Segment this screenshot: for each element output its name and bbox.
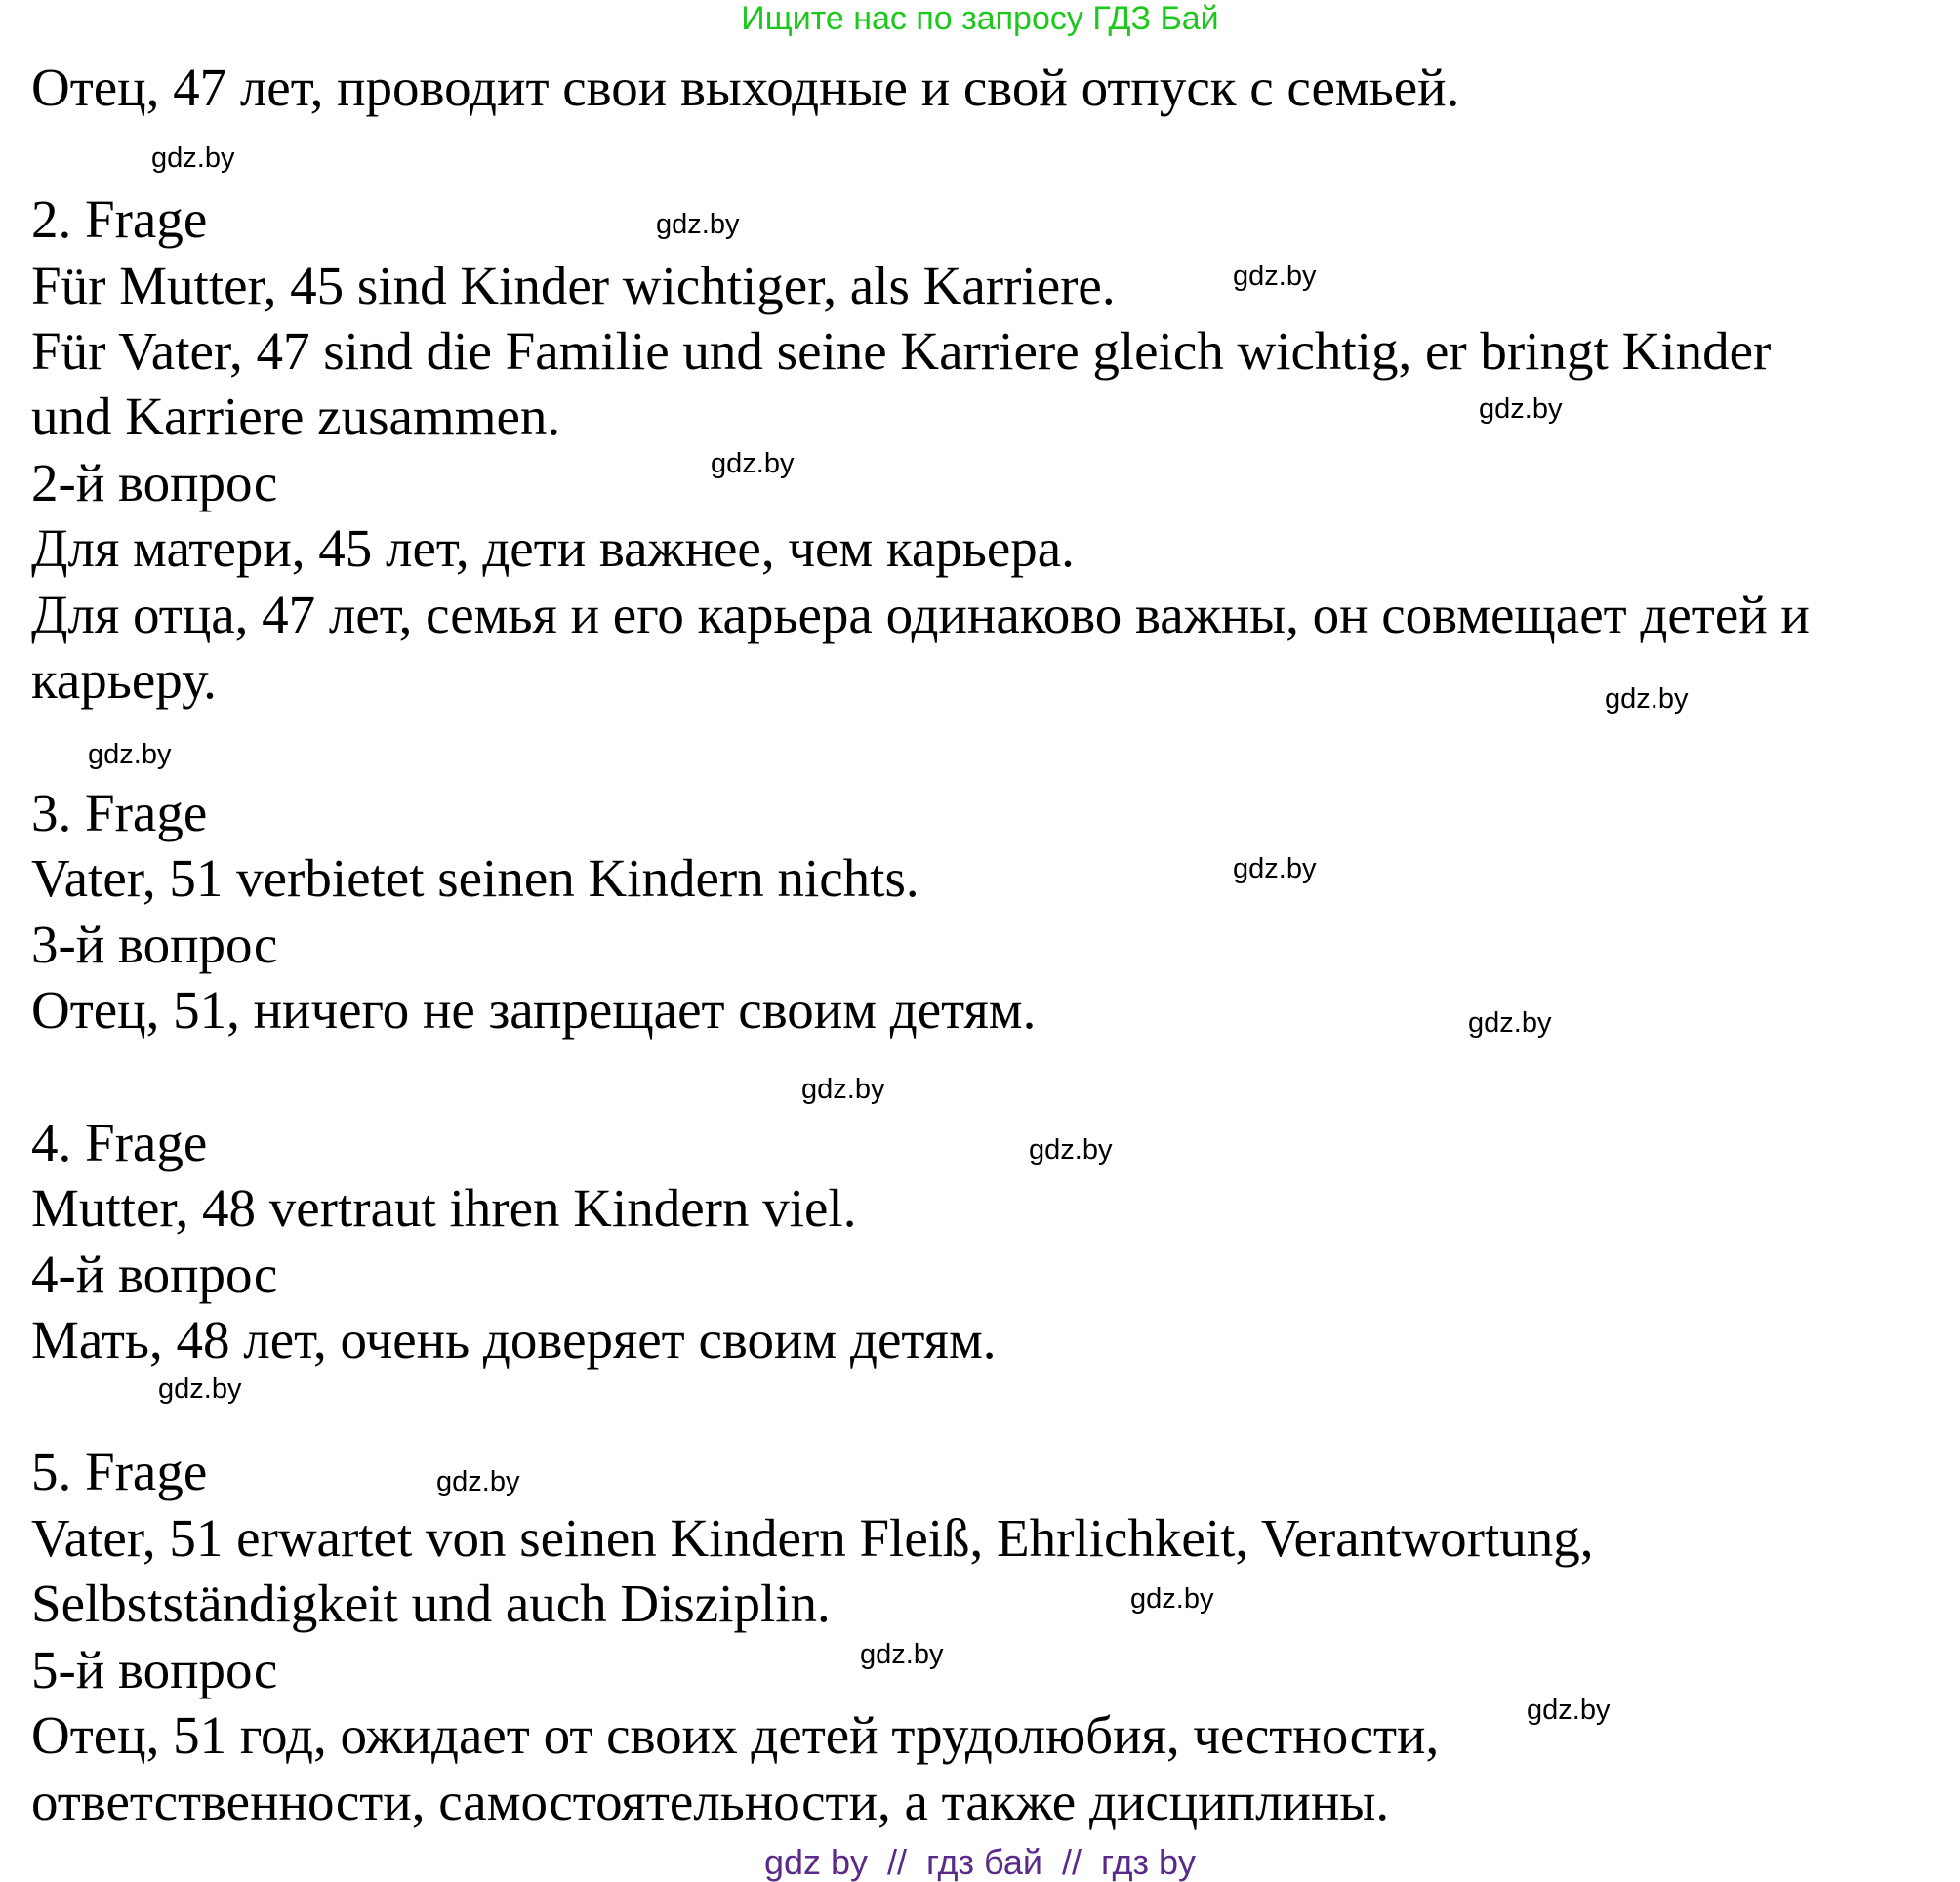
text-line: карьеру. — [31, 650, 217, 710]
text-line: Мать, 48 лет, очень доверяет своим детям. — [31, 1310, 997, 1370]
text-line: Для отца, 47 лет, семья и его карьера одинаково важны, он совмещает детей и — [31, 585, 1810, 644]
text-line: und Karriere zusammen. — [31, 387, 561, 446]
question-heading: 4. Frage — [31, 1113, 208, 1172]
footer-text: gdz by // гдз бай // гдз by — [763, 1842, 1197, 1882]
watermark: gdz.by — [711, 448, 795, 479]
question-heading: 3-й вопрос — [31, 915, 278, 974]
text-line: Отец, 51 год, ожидает от своих детей трудолюбия, честности, — [31, 1705, 1440, 1765]
question-heading: 2-й вопрос — [31, 453, 278, 512]
text-line: ответственности, самостоятельности, а также дисциплины. — [31, 1772, 1390, 1831]
question-heading: 5-й вопрос — [31, 1640, 278, 1699]
watermark: gdz.by — [656, 209, 740, 240]
text-line: Vater, 51 erwartet von seinen Kindern Fleiß, Ehrlichkeit, Verantwortung, — [31, 1508, 1594, 1568]
question-heading: 5. Frage — [31, 1442, 208, 1501]
text-line: Отец, 51, ничего не запрещает своим детям. — [31, 980, 1037, 1040]
text-line: Mutter, 48 vertraut ihren Kindern viel. — [31, 1178, 857, 1238]
header-banner: Ищите нас по запросу ГДЗ Бай — [741, 0, 1219, 37]
text-line: Для матери, 45 лет, дети важнее, чем карьера. — [31, 518, 1075, 578]
watermark: gdz.by — [1468, 1007, 1552, 1039]
text-line: Отец, 47 лет, проводит свои выходные и свой отпуск с семьей. — [31, 58, 1460, 117]
watermark: gdz.by — [151, 143, 235, 174]
text-line: Vater, 51 verbietet seinen Kindern nichts. — [31, 848, 919, 908]
text-line: Für Mutter, 45 sind Kinder wichtiger, als Karriere. — [31, 256, 1116, 315]
text-line: Für Vater, 47 sind die Familie und seine Karriere gleich wichtig, er bringt Kinder — [31, 321, 1772, 381]
text-line: Selbstständigkeit und auch Disziplin. — [31, 1574, 831, 1633]
question-heading: 4-й вопрос — [31, 1245, 278, 1304]
watermark: gdz.by — [1029, 1134, 1113, 1166]
watermark: gdz.by — [1130, 1583, 1214, 1615]
watermark: gdz.by — [1479, 393, 1563, 425]
watermark: gdz.by — [436, 1466, 520, 1497]
watermark: gdz.by — [1527, 1695, 1611, 1726]
watermark: gdz.by — [1605, 683, 1689, 715]
watermark: gdz.by — [88, 739, 172, 770]
watermark: gdz.by — [1233, 853, 1317, 884]
question-heading: 2. Frage — [31, 189, 208, 249]
watermark: gdz.by — [158, 1373, 242, 1405]
watermark: gdz.by — [860, 1639, 944, 1670]
question-heading: 3. Frage — [31, 783, 208, 842]
watermark: gdz.by — [1233, 261, 1317, 292]
watermark: gdz.by — [801, 1074, 885, 1105]
